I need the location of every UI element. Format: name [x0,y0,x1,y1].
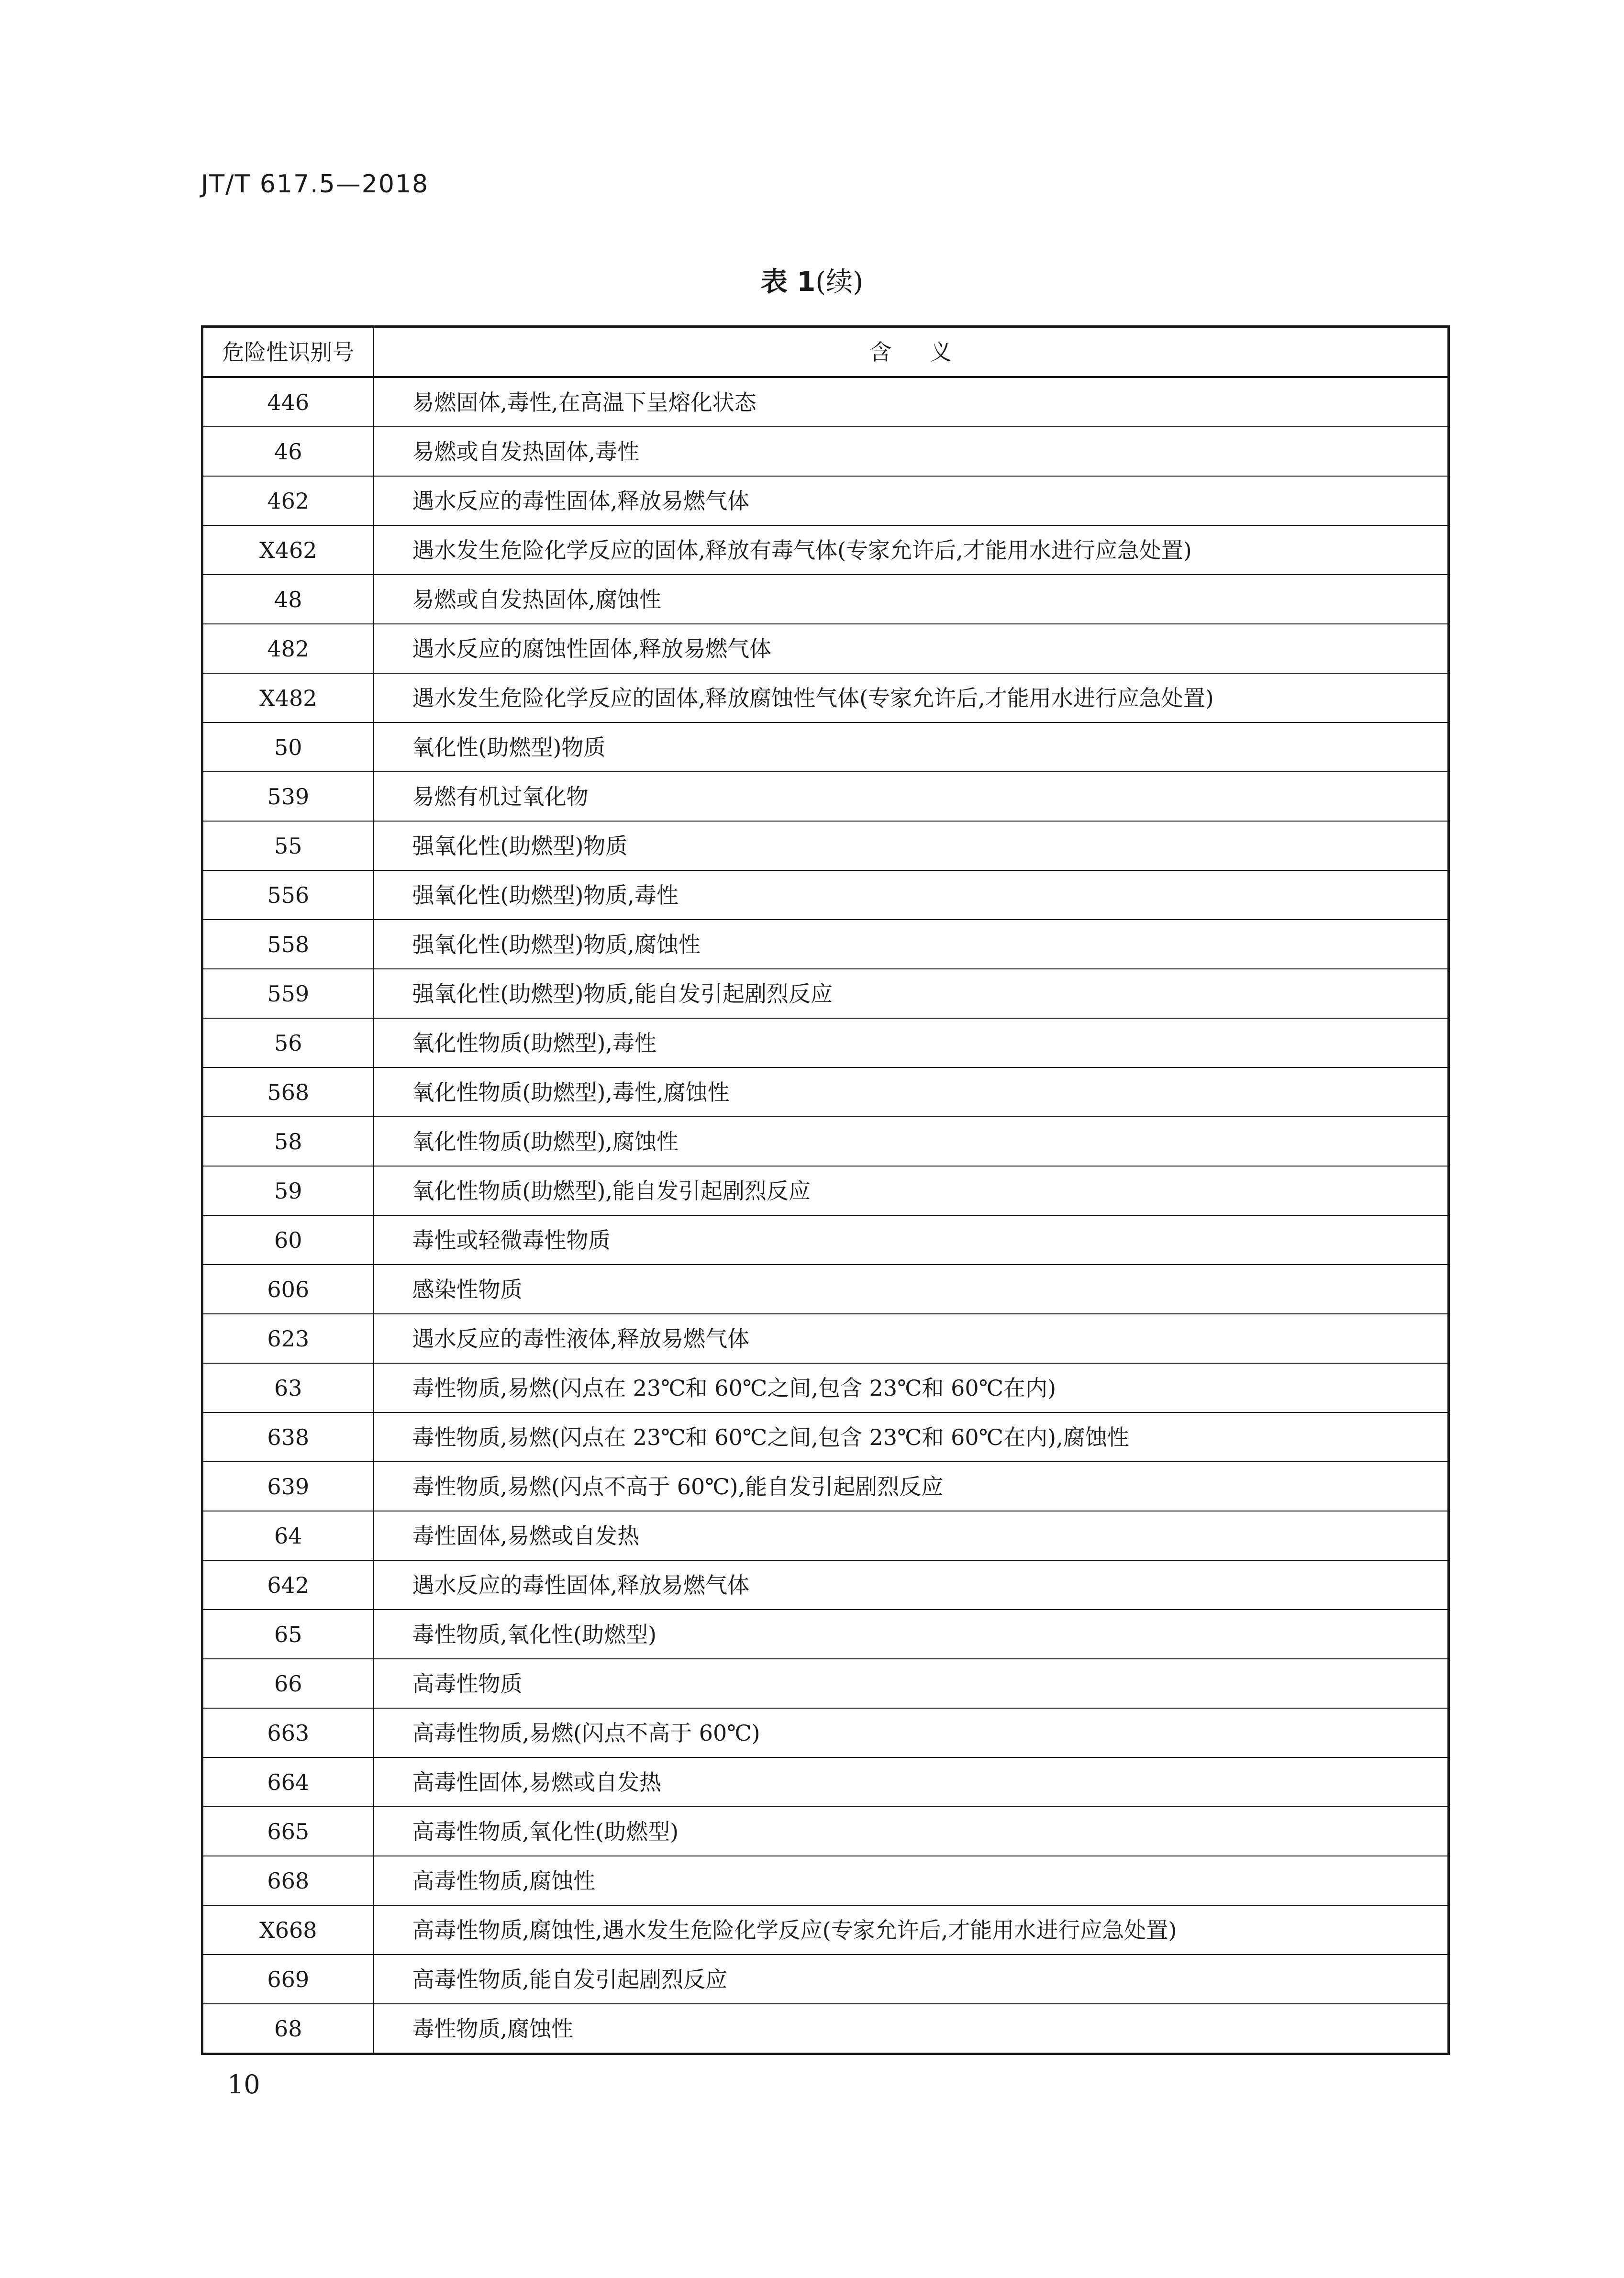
hazard-id-cell: 482 [202,624,374,673]
meaning-cell: 高毒性物质,能自发引起剧烈反应 [374,1955,1449,2004]
meaning-cell: 高毒性物质 [374,1659,1449,1708]
table-row [202,1215,1449,1265]
table-row [202,1708,1449,1757]
table-row [202,1560,1449,1610]
hazard-id-cell: 663 [202,1708,374,1757]
table-row [202,772,1449,821]
table-row [202,969,1449,1018]
table-row [202,476,1449,525]
table-row [202,1757,1449,1807]
table-row [202,1807,1449,1856]
table-row [202,1955,1449,2004]
hazard-id-cell: 64 [202,1511,374,1560]
meaning-cell: 毒性物质,氧化性(助燃型) [374,1610,1449,1659]
hazard-id-cell: 556 [202,870,374,920]
hazard-id-cell: 668 [202,1856,374,1905]
hazard-id-cell: 623 [202,1314,374,1363]
table-row [202,1610,1449,1659]
hazard-id-cell: 63 [202,1363,374,1412]
meaning-cell: 强氧化性(助燃型)物质 [374,821,1449,870]
hazard-id-cell: X462 [202,525,374,575]
table-row [202,870,1449,920]
hazard-id-cell: 568 [202,1067,374,1117]
hazard-id-cell: 65 [202,1610,374,1659]
table-number: 表 1 [760,267,816,298]
table-row [202,525,1449,575]
hazard-id-cell: 60 [202,1215,374,1265]
table-body [202,377,1449,2054]
meaning-cell: 氧化性物质(助燃型),毒性 [374,1018,1449,1067]
hazard-id-cell: 558 [202,920,374,969]
meaning-cell: 强氧化性(助燃型)物质,腐蚀性 [374,920,1449,969]
hazard-id-cell: 559 [202,969,374,1018]
hazard-id-cell: 642 [202,1560,374,1610]
table-row [202,427,1449,476]
table-row [202,1117,1449,1166]
table-row [202,1412,1449,1462]
meaning-cell: 氧化性(助燃型)物质 [374,722,1449,772]
hazard-id-cell: 59 [202,1166,374,1215]
hazard-id-cell: 664 [202,1757,374,1807]
hazard-id-cell: 446 [202,377,374,427]
meaning-cell: 遇水反应的腐蚀性固体,释放易燃气体 [374,624,1449,673]
hazard-id-cell: 669 [202,1955,374,2004]
meaning-cell: 氧化性物质(助燃型),腐蚀性 [374,1117,1449,1166]
column-header-meaning: 含义 [374,327,1449,378]
table-row [202,1018,1449,1067]
column-header-code: 危险性识别号 [202,327,374,378]
meaning-cell: 易燃或自发热固体,腐蚀性 [374,575,1449,624]
page-number: 10 [227,2069,260,2100]
meaning-cell: 遇水发生危险化学反应的固体,释放有毒气体(专家允许后,才能用水进行应急处置) [374,525,1449,575]
table-caption-suffix: (续) [815,267,864,298]
table-header [202,327,1449,378]
hazard-code-table [201,325,1450,2055]
meaning-cell: 毒性物质,易燃(闪点在 23℃和 60℃之间,包含 23℃和 60℃在内),腐蚀性 [374,1412,1449,1462]
hazard-id-cell: X482 [202,673,374,722]
table-row [202,377,1449,427]
meaning-cell: 毒性固体,易燃或自发热 [374,1511,1449,1560]
hazard-id-cell: 58 [202,1117,374,1166]
table-row [202,821,1449,870]
meaning-cell: 强氧化性(助燃型)物质,毒性 [374,870,1449,920]
table-row [202,575,1449,624]
hazard-id-cell: 50 [202,722,374,772]
meaning-cell: 易燃或自发热固体,毒性 [374,427,1449,476]
meaning-cell: 氧化性物质(助燃型),能自发引起剧烈反应 [374,1166,1449,1215]
meaning-cell: 毒性或轻微毒性物质 [374,1215,1449,1265]
table-row [202,2004,1449,2054]
table-row [202,1314,1449,1363]
meaning-cell: 高毒性物质,腐蚀性,遇水发生危险化学反应(专家允许后,才能用水进行应急处置) [374,1905,1449,1955]
meaning-cell: 易燃固体,毒性,在高温下呈熔化状态 [374,377,1449,427]
meaning-cell: 毒性物质,腐蚀性 [374,2004,1449,2054]
table-row [202,1856,1449,1905]
hazard-id-cell: 606 [202,1265,374,1314]
meaning-cell: 强氧化性(助燃型)物质,能自发引起剧烈反应 [374,969,1449,1018]
hazard-id-cell: 55 [202,821,374,870]
hazard-id-cell: 639 [202,1462,374,1511]
meaning-cell: 高毒性固体,易燃或自发热 [374,1757,1449,1807]
table-row [202,1363,1449,1412]
meaning-cell: 高毒性物质,氧化性(助燃型) [374,1807,1449,1856]
hazard-id-cell: 48 [202,575,374,624]
meaning-cell: 毒性物质,易燃(闪点不高于 60℃),能自发引起剧烈反应 [374,1462,1449,1511]
hazard-id-cell: 462 [202,476,374,525]
standard-code: JT/T 617.5—2018 [201,170,429,199]
hazard-id-cell: 638 [202,1412,374,1462]
hazard-id-cell: 539 [202,772,374,821]
meaning-cell: 高毒性物质,易燃(闪点不高于 60℃) [374,1708,1449,1757]
table-row [202,920,1449,969]
meaning-cell: 高毒性物质,腐蚀性 [374,1856,1449,1905]
table-row [202,1659,1449,1708]
table-row [202,1511,1449,1560]
table-row [202,1905,1449,1955]
hazard-id-cell: 46 [202,427,374,476]
meaning-cell: 遇水反应的毒性固体,释放易燃气体 [374,476,1449,525]
meaning-cell: 毒性物质,易燃(闪点在 23℃和 60℃之间,包含 23℃和 60℃在内) [374,1363,1449,1412]
table-header-row [202,327,1449,378]
table-row [202,1265,1449,1314]
hazard-id-cell: X668 [202,1905,374,1955]
meaning-cell: 遇水发生危险化学反应的固体,释放腐蚀性气体(专家允许后,才能用水进行应急处置) [374,673,1449,722]
hazard-id-cell: 68 [202,2004,374,2054]
hazard-id-cell: 665 [202,1807,374,1856]
table-row [202,1462,1449,1511]
meaning-cell: 感染性物质 [374,1265,1449,1314]
table-row [202,624,1449,673]
meaning-cell: 氧化性物质(助燃型),毒性,腐蚀性 [374,1067,1449,1117]
table-caption [0,261,1624,299]
hazard-id-cell: 66 [202,1659,374,1708]
table-row [202,673,1449,722]
meaning-cell: 易燃有机过氧化物 [374,772,1449,821]
table-row [202,722,1449,772]
table-row [202,1166,1449,1215]
hazard-id-cell: 56 [202,1018,374,1067]
meaning-cell: 遇水反应的毒性固体,释放易燃气体 [374,1560,1449,1610]
table-row [202,1067,1449,1117]
meaning-cell: 遇水反应的毒性液体,释放易燃气体 [374,1314,1449,1363]
